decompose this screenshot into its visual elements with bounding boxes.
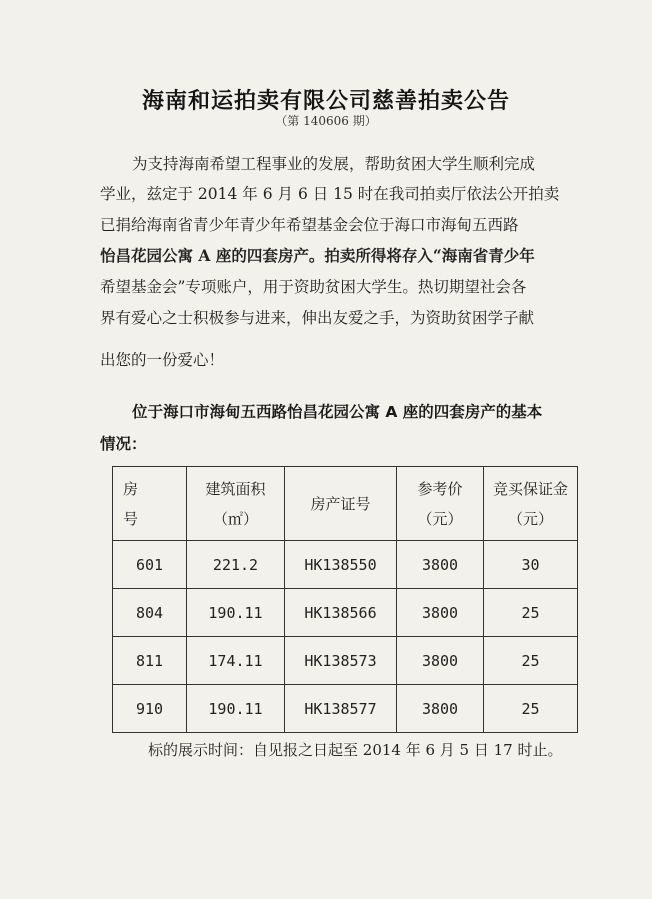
cell-price: 3800 (397, 589, 484, 637)
table-row (113, 589, 578, 637)
issue-number: （第 140606 期） (275, 114, 377, 128)
paragraph-line-1: 为支持海南希望工程事业的发展，帮助贫困大学生顺利完成 (132, 155, 536, 173)
header-room: 房 号 (113, 467, 187, 541)
cell-area: 190.11 (187, 589, 285, 637)
section-heading-line-1: 位于海口市海甸五西路怡昌花园公寓 A 座的四套房产的基本 (132, 403, 543, 421)
cell-room: 811 (113, 637, 187, 685)
cell-cert: HK138550 (285, 541, 397, 589)
cell-room: 804 (113, 589, 187, 637)
cell-cert: HK138573 (285, 637, 397, 685)
paragraph-line-2: 学业，兹定于 2014 年 6 月 6 日 15 时在我司拍卖厅依法公开拍卖 (100, 185, 560, 203)
cell-price: 3800 (397, 685, 484, 733)
paragraph-line-5: 希望基金会”专项账户，用于资助贫困大学生。热切期望社会各 (100, 278, 527, 296)
cell-price: 3800 (397, 541, 484, 589)
cell-cert: HK138577 (285, 685, 397, 733)
cell-deposit: 25 (484, 637, 578, 685)
cell-deposit: 30 (484, 541, 578, 589)
notice-title: 海南和运拍卖有限公司慈善拍卖公告 (141, 89, 510, 114)
cell-area: 221.2 (187, 541, 285, 589)
cell-room: 601 (113, 541, 187, 589)
table-row (113, 637, 578, 685)
header-deposit: 竞买保证金 （元） (484, 467, 578, 541)
paragraph-line-6: 界有爱心之士积极参与进来，伸出友爱之手，为资助贫困学子献 (100, 309, 535, 327)
cell-area: 174.11 (187, 637, 285, 685)
property-table (112, 466, 578, 733)
table-row (113, 541, 578, 589)
cell-area: 190.11 (187, 685, 285, 733)
cell-deposit: 25 (484, 589, 578, 637)
cell-cert: HK138566 (285, 589, 397, 637)
cell-deposit: 25 (484, 685, 578, 733)
paragraph-line-7: 出您的一份爱心！ (100, 351, 225, 369)
exhibition-time-note: 标的展示时间：自见报之日起至 2014 年 6 月 5 日 17 时止。 (148, 741, 563, 759)
cell-price: 3800 (397, 637, 484, 685)
header-area: 建筑面积 （㎡） (187, 467, 285, 541)
section-heading-line-2: 情况： (100, 435, 147, 453)
table-header-row (113, 467, 578, 541)
header-price: 参考价 （元） (397, 467, 484, 541)
paragraph-line-4: 怡昌花园公寓 A 座的四套房产。拍卖所得将存入“海南省青少年 (100, 246, 535, 265)
cell-room: 910 (113, 685, 187, 733)
paragraph-line-3: 已捐给海南省青少年青少年希望基金会位于海口市海甸五西路 (100, 216, 519, 234)
table-row (113, 685, 578, 733)
header-cert: 房产证号 (285, 467, 397, 541)
